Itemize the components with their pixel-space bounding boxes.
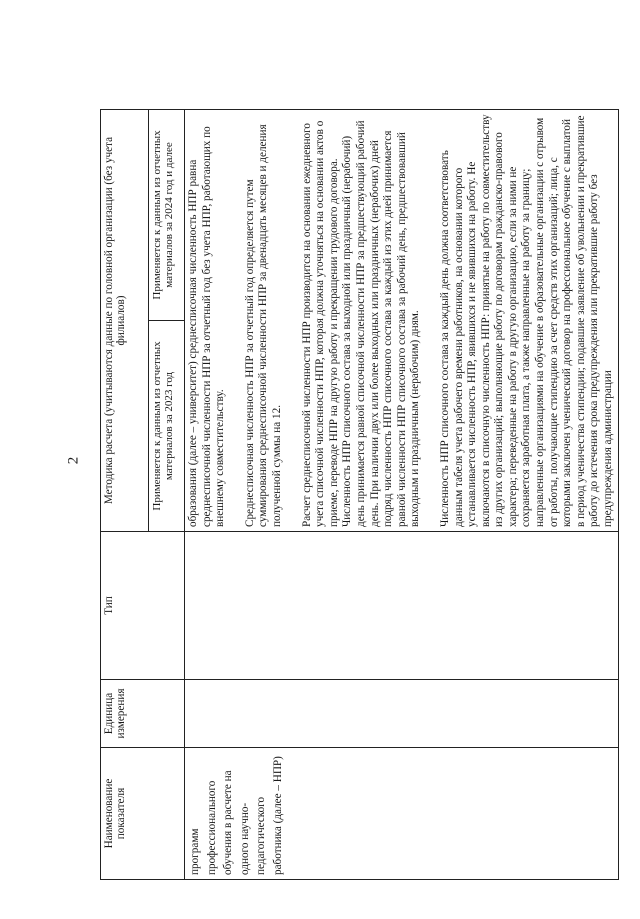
rotated-page-content (100, 110, 615, 880)
subheader-2023: Применяется к данным из отчетных материалов за 2023 год (149, 321, 185, 532)
method-paragraph: Численность НПР списочного состава за каждый день должна соответствовать данным табеля учета рабочего времени работников, на основании которого устанавливается численность НПР, явившихся и не явившихся на работу. Не включаются в списочную численность НПР: принятые на работу по совместительству из других организаций; выполняющие работу по договорам гражданско-правового характера; переведенные на работу в другую организацию, если за ними не сохраняется заработная плата, а также направленные на работу за границу; направленные организациями на обучение в образовательные организации с отрывом от работы, получающие стипендию за счет средств этих организаций; лица, с которыми заключен ученический договор на профессиональное обучение с выплатой в период ученичества стипендии; подавшие заявление об увольнении и прекратившие работу до истечения срока предупреждения или прекратившие работу без предупреждения администрации (438, 114, 615, 527)
cell-methodology (185, 110, 619, 532)
subheader-2024: Применяется к данным из отчетных материалов за 2024 год и далее (149, 110, 185, 321)
cell-type (185, 532, 619, 680)
header-method: Методика расчета (учитываются данные по головной организации (без учета филиалов) (101, 110, 149, 532)
header-unit: Единица измерения (101, 680, 185, 748)
method-paragraph: образования (далее – университет) среднесписочная численность НПР равна среднесписочной численности НПР за отчетный год без учета НПР, работающих по внешнему совместительству. (187, 126, 227, 527)
methodology-table (100, 109, 619, 880)
method-paragraph: Среднесписочная численность НПР за отчетный год определяется путем суммирования среднесписочной численности НПР за двенадцать месяцев и деления полученной суммы на 12. (243, 124, 283, 527)
header-type: Тип (101, 532, 185, 680)
cell-unit (185, 680, 619, 748)
method-paragraph: Расчет среднесписочной численности НПР производится на основании ежедневного учета списочной численности НПР, которая должна уточняться на основании актов о приеме, переводе НПР на другую работу и прекращении трудового договора. Численность НПР списочного состава за выходной или праздничный (нерабочий) день принимается равной списочной численности НПР за предшествующий рабочий день. При наличии двух или более выходных или праздничных (нерабочих) дней подряд численность НПР списочного состава за каждый из этих дней принимается равной численности НПР списочного состава за рабочий день, предшествовавший выходным и праздничным (нерабочим) дням. (300, 120, 422, 527)
cell-indicator-name: программ профессионального обучения в расчете на одного научно-педагогического работника (далее – НПР) (185, 748, 619, 880)
header-name: Наименование показателя (101, 748, 185, 880)
page-number: 2 (65, 456, 82, 465)
